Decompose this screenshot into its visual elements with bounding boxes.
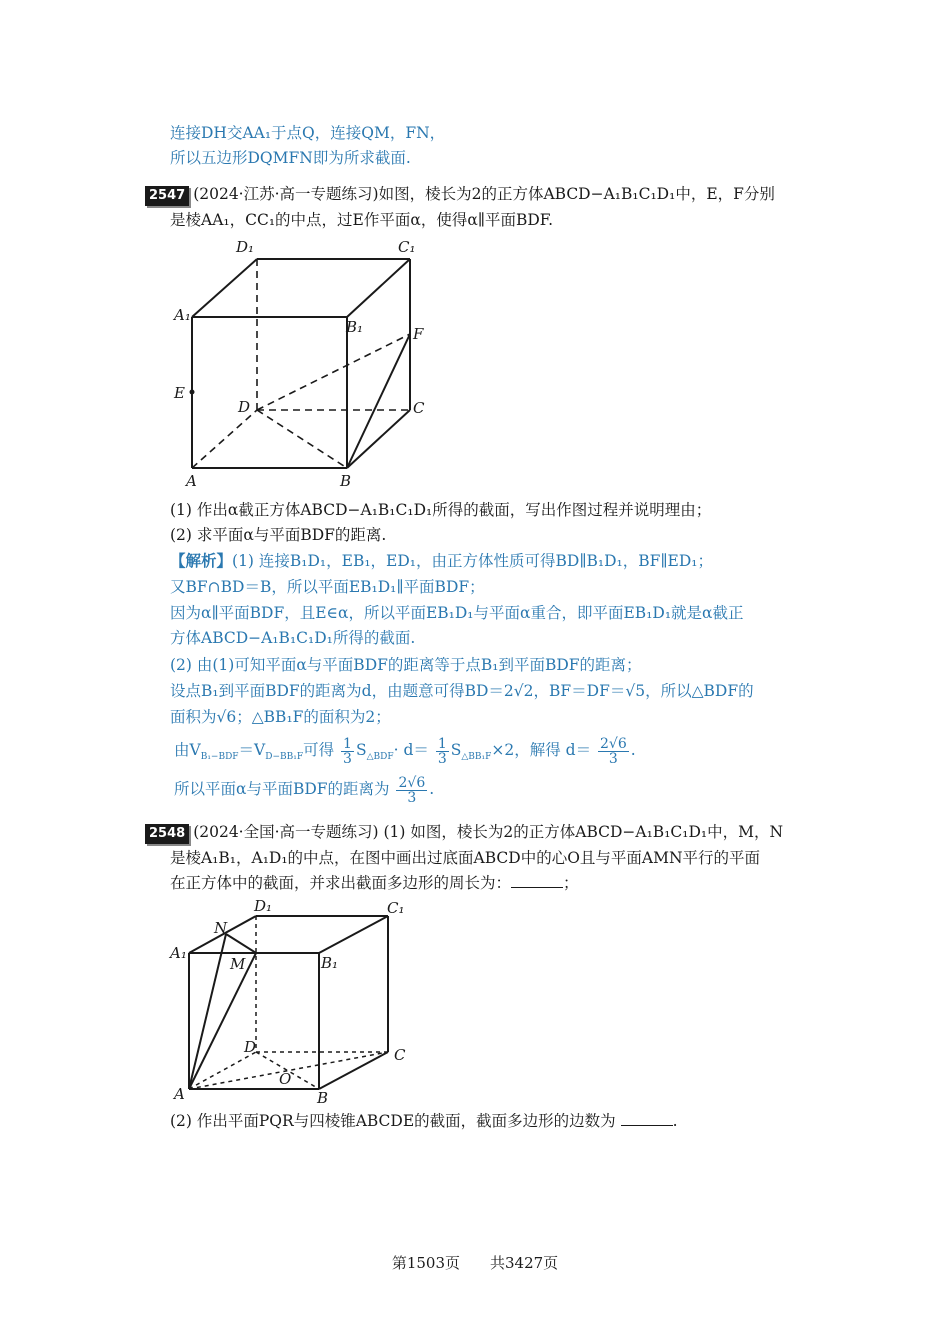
fraction-denominator: 3 [437,750,447,767]
formula-text: ×2，解得 d＝ [491,741,592,759]
formula-sub: △BDF [366,752,394,763]
formula-text: · d＝ [393,741,429,759]
solution-line [170,550,713,572]
fraction-denominator: 3 [407,789,417,806]
fraction [396,776,427,805]
solution-line: (2) 由(1)可知平面α与平面BDF的距离等于点B₁到平面BDF的距离； [170,656,642,674]
label-D1: D₁ [254,897,273,915]
fraction-numerator: 2√6 [600,735,627,752]
solution-line: 所以五边形DQMFN即为所求截面. [170,149,411,167]
label-A1: A₁ [170,944,187,962]
solution-line: 又BF∩BD＝B，所以平面EB₁D₁∥平面BDF； [170,578,485,596]
problem-number-badge: 2548 [145,824,189,844]
problem-text: (2024·江苏·高一专题练习)如图，棱长为2的正方体ABCD−A₁B₁C₁D₁中，E，F分别 [193,185,775,203]
label-D: D [244,1038,257,1056]
formula-text: . [630,741,636,759]
fraction-numerator: 2√6 [398,774,426,791]
fraction-denominator: 3 [608,750,618,767]
problem-text-part: (2) 作出平面PQR与四棱锥ABCDE的截面，截面多边形的边数为 [170,1112,616,1130]
solution-tag: 【解析】 [170,551,233,570]
solution-line: 因为α∥平面BDF，且E∈α，所以平面EB₁D₁与平面α重合，即平面EB₁D₁就是α截正 [170,604,744,622]
problem-text-part: . [672,1112,678,1130]
label-B: B [340,472,352,490]
problem-2548-q2 [170,1110,678,1132]
fraction [341,737,354,766]
problem-text-part: 在正方体中的截面，并求出截面多边形的周长为： [170,874,512,892]
label-D1: D₁ [236,238,255,256]
solution-line: 连接DH交AA₁于点Q，连接QM，FN， [170,124,446,142]
solution-text: (1) 连接B₁D₁，EB₁，ED₁，由正方体性质可得BD∥B₁D₁，BF∥ED₁； [232,552,714,570]
fraction-numerator: 1 [437,735,447,752]
label-N: N [214,919,228,937]
cube-figure-2 [168,894,418,1104]
solution-conclusion [174,772,434,806]
formula-text: S [355,741,367,759]
formula-sub: B₁−BDF [200,752,239,763]
label-D: D [238,398,251,416]
problem-text: 是棱A₁B₁，A₁D₁的中点，在图中画出过底面ABCD中的心O且与平面AMN平行的平面 [170,849,761,867]
problem-2547-header [145,183,775,206]
label-B1: B₁ [321,954,339,972]
formula-text: 由V [174,741,201,759]
solution-line: 面积为√6；△BB₁F的面积为2； [170,708,391,726]
answer-blank [511,873,563,888]
conclusion-text: 所以平面α与平面BDF的距离为 [174,780,390,798]
fraction [598,737,629,766]
label-A: A [186,472,197,490]
label-A1: A₁ [174,306,191,324]
label-C1: C₁ [387,899,405,917]
problem-2548-header [145,821,783,844]
answer-blank [621,1111,673,1126]
page-footer: 第1503页 共3427页 [391,1254,559,1272]
cube-figure-1 [170,232,440,492]
label-C1: C₁ [398,238,416,256]
problem-text [170,872,579,894]
problem-text-part: ； [563,874,579,892]
label-C: C [413,399,425,417]
problem-number-badge: 2547 [145,186,189,206]
fraction-numerator: 1 [343,735,352,752]
solution-line: 方体ABCD−A₁B₁C₁D₁所得的截面. [170,629,416,647]
fraction [436,737,449,766]
problem-text: (2024·全国·高一专题练习) (1) 如图，棱长为2的正方体ABCD−A₁B₁C₁D₁中，M，N [193,823,784,841]
question-2: (2) 求平面α与平面BDF的距离. [170,526,387,544]
formula-text: S [450,741,462,759]
label-E: E [174,384,185,402]
label-M: M [230,955,246,973]
fraction-denominator: 3 [343,750,352,767]
label-B: B [317,1089,329,1104]
label-F: F [413,325,424,343]
label-A: A [174,1085,185,1103]
label-B1: B₁ [346,318,364,336]
problem-text: 是棱AA₁，CC₁的中点，过E作平面α，使得α∥平面BDF. [170,211,554,229]
label-O: O [279,1070,292,1088]
formula-text: ＝V [238,741,266,759]
formula-text: 可得 [303,741,335,759]
label-C: C [394,1046,406,1064]
solution-formula-line [174,733,636,774]
formula-sub: △BB₁F [461,752,492,763]
formula-sub: D−BB₁F [265,752,304,763]
question-1: (1) 作出α截正方体ABCD−A₁B₁C₁D₁所得的截面，写出作图过程并说明理由； [170,501,712,519]
solution-line: 设点B₁到平面BDF的距离为d，由题意可得BD＝2√2，BF＝DF＝√5，所以△BDF的 [170,682,754,700]
conclusion-text: . [429,780,435,798]
